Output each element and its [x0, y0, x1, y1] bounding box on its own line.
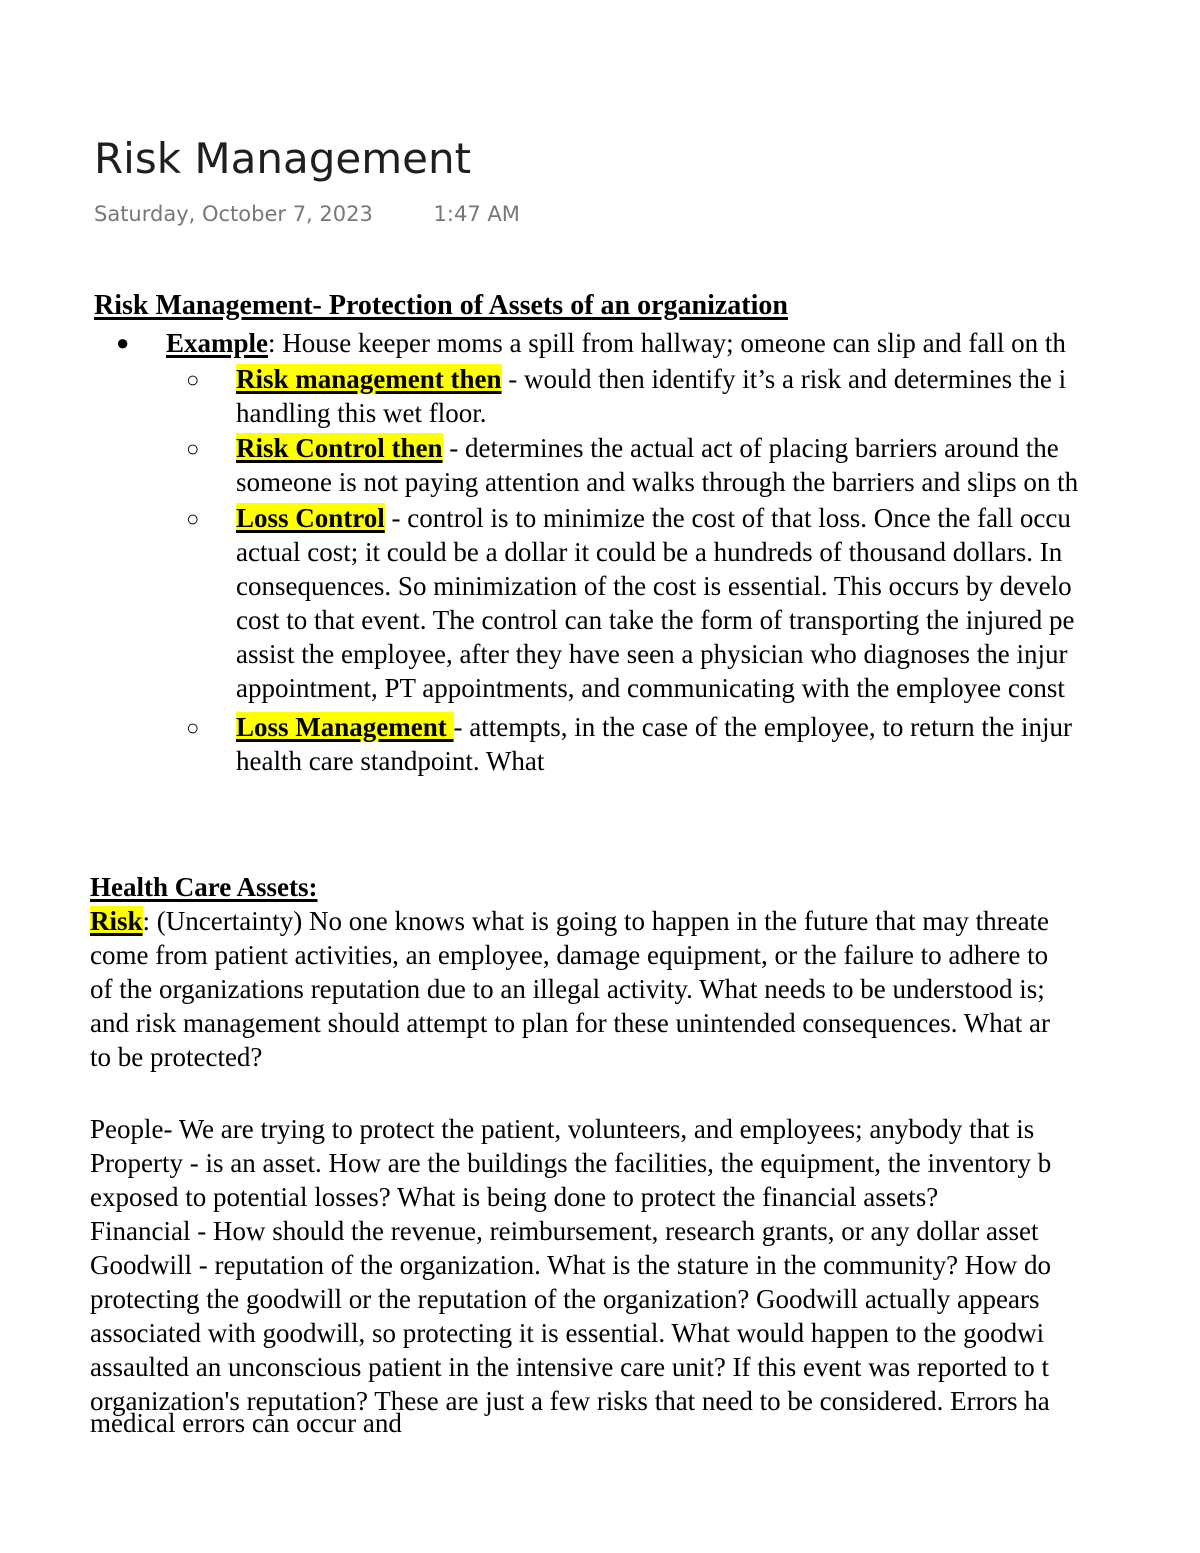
term-loss-management: Loss Management	[236, 712, 454, 742]
paragraph-line: associated with goodwill, so protecting it is essential. What would happen to the goodwi	[90, 1318, 1045, 1348]
term-loss-control: Loss Control	[236, 503, 385, 533]
list-item-text: - attempts, in the case of the employee, to return the injur	[453, 712, 1073, 742]
paragraph-line: : (Uncertainty) No one knows what is going to happen in the future that may threate	[142, 906, 1050, 936]
clipped-line	[90, 1408, 402, 1442]
list-item-body	[236, 362, 1066, 430]
circle-bullet-icon: ○	[186, 436, 200, 461]
term-risk-control: Risk Control then	[236, 433, 443, 463]
paragraph-line-goodwill: Goodwill - reputation of the organization. What is the stature in the community? How do	[90, 1250, 1052, 1280]
circle-bullet-icon: ○	[186, 367, 200, 392]
list-item-body	[236, 431, 1078, 499]
paragraph-line-people: People- We are trying to protect the patient, volunteers, and employees; anybody that is	[90, 1114, 1035, 1144]
example-text	[166, 326, 1066, 360]
section-heading-text: Risk Management- Protection of Assets of an organization	[94, 290, 788, 321]
list-item-text: - determines the actual act of placing barriers around the	[442, 433, 1059, 463]
list-item-text: cost to that event. The control can take the form of transporting the injured pe	[236, 605, 1075, 635]
asset-categories-paragraph	[90, 1112, 1051, 1418]
paragraph-line: come from patient activities, an employee, damage equipment, or the failure to adhere to	[90, 940, 1049, 970]
list-item-text: - control is to minimize the cost of that loss. Once the fall occu	[384, 503, 1071, 533]
list-item-text: someone is not paying attention and walks through the barriers and slips on th	[236, 467, 1079, 497]
paragraph-line: to be protected?	[90, 1042, 263, 1072]
health-care-assets-section	[90, 870, 1050, 1074]
section-heading-risk-management	[94, 288, 788, 324]
example-label: Example	[166, 328, 269, 358]
page-date: Saturday, October 7, 2023	[94, 202, 373, 226]
page-time: 1:47 AM	[433, 202, 520, 226]
term-risk-management: Risk management then	[236, 364, 502, 394]
paragraph-line: of the organizations reputation due to an illegal activity. What needs to be understood is;	[90, 974, 1045, 1004]
example-body: : House keeper moms a spill from hallway; omeone can slip and fall on th	[268, 328, 1066, 358]
list-item-text: appointment, PT appointments, and communicating with the employee const	[236, 673, 1065, 703]
page-date-time	[94, 200, 520, 228]
list-item-body	[236, 501, 1075, 705]
list-item-text: health care standpoint. What	[236, 746, 545, 776]
list-item-text: handling this wet floor.	[236, 398, 487, 428]
clipped-line-text: medical errors can occur and	[90, 1408, 402, 1438]
paragraph-line: and risk management should attempt to plan for these unintended consequences. What ar	[90, 1008, 1050, 1038]
bullet-icon: ●	[116, 330, 130, 355]
paragraph-line: organization's reputation? These are just a few risks that need to be considered. Errors ha	[90, 1386, 1050, 1416]
paragraph-line-financial: Financial - How should the revenue, reimbursement, research grants, or any dollar asset	[90, 1216, 1039, 1246]
list-item-text: assist the employee, after they have seen a physician who diagnoses the injur	[236, 639, 1068, 669]
section-heading-health-care-assets: Health Care Assets:	[90, 872, 318, 902]
list-item-text: consequences. So minimization of the cost is essential. This occurs by develo	[236, 571, 1072, 601]
list-item-body	[236, 710, 1072, 778]
circle-bullet-icon: ○	[186, 506, 200, 531]
paragraph-line: protecting the goodwill or the reputation of the organization? Goodwill actually appears	[90, 1284, 1040, 1314]
page-title: Risk Management	[94, 134, 472, 183]
paragraph-line-property: Property - is an asset. How are the buildings the facilities, the equipment, the inventory b	[90, 1148, 1052, 1178]
list-item-text: actual cost; it could be a dollar it could be a hundreds of thousand dollars. In	[236, 537, 1063, 567]
term-risk: Risk	[90, 906, 143, 936]
circle-bullet-icon: ○	[186, 715, 200, 740]
paragraph-line: assaulted an unconscious patient in the intensive care unit? If this event was reported to t	[90, 1352, 1049, 1382]
paragraph-line: exposed to potential losses? What is being done to protect the financial assets?	[90, 1182, 939, 1212]
list-item-text: - would then identify it’s a risk and determines the i	[501, 364, 1067, 394]
